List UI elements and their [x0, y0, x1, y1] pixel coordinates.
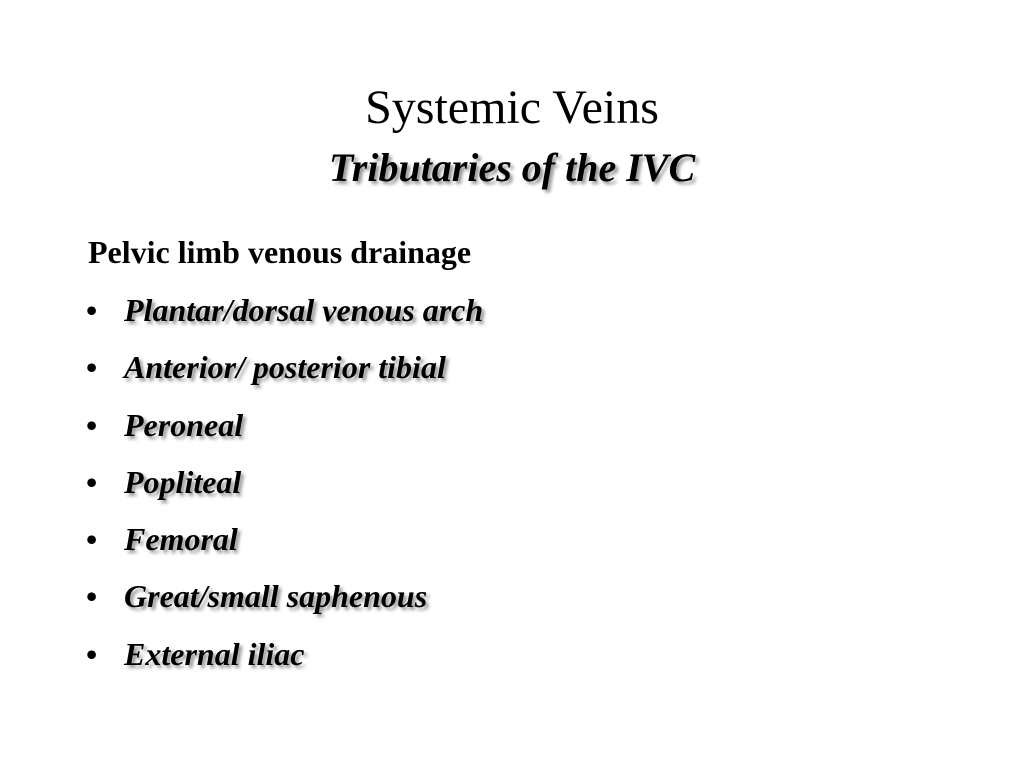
- bullet-icon: •: [86, 406, 98, 443]
- slide-subtitle: Tributaries of the IVC: [328, 145, 696, 190]
- bullet-icon: •: [86, 292, 98, 328]
- section-heading: Pelvic limb venous drainage: [88, 234, 472, 270]
- slide-title: Systemic Veins: [365, 81, 659, 134]
- bullet-text: Anterior/ posterior tibial: [124, 349, 446, 386]
- bullet-text: Popliteal: [124, 463, 242, 500]
- bullet-item: [86, 345, 483, 402]
- bullet-item: [86, 403, 483, 460]
- bullet-item: [86, 632, 483, 689]
- bullet-text: Peroneal: [124, 406, 244, 443]
- bullet-item: [86, 517, 483, 574]
- bullet-text: Great/small saphenous: [124, 578, 428, 615]
- bullet-text: Plantar/dorsal venous arch: [124, 292, 484, 328]
- bullet-item: [86, 574, 483, 631]
- bullet-item: [86, 460, 483, 517]
- bullet-icon: •: [86, 349, 98, 386]
- bullet-text: Femoral: [124, 521, 238, 558]
- bullet-icon: •: [86, 635, 98, 672]
- bullet-list: [86, 288, 483, 689]
- bullet-item: [86, 288, 483, 345]
- bullet-icon: •: [86, 521, 98, 558]
- bullet-text: External iliac: [124, 635, 305, 672]
- bullet-icon: •: [86, 578, 98, 615]
- bullet-icon: •: [86, 463, 98, 500]
